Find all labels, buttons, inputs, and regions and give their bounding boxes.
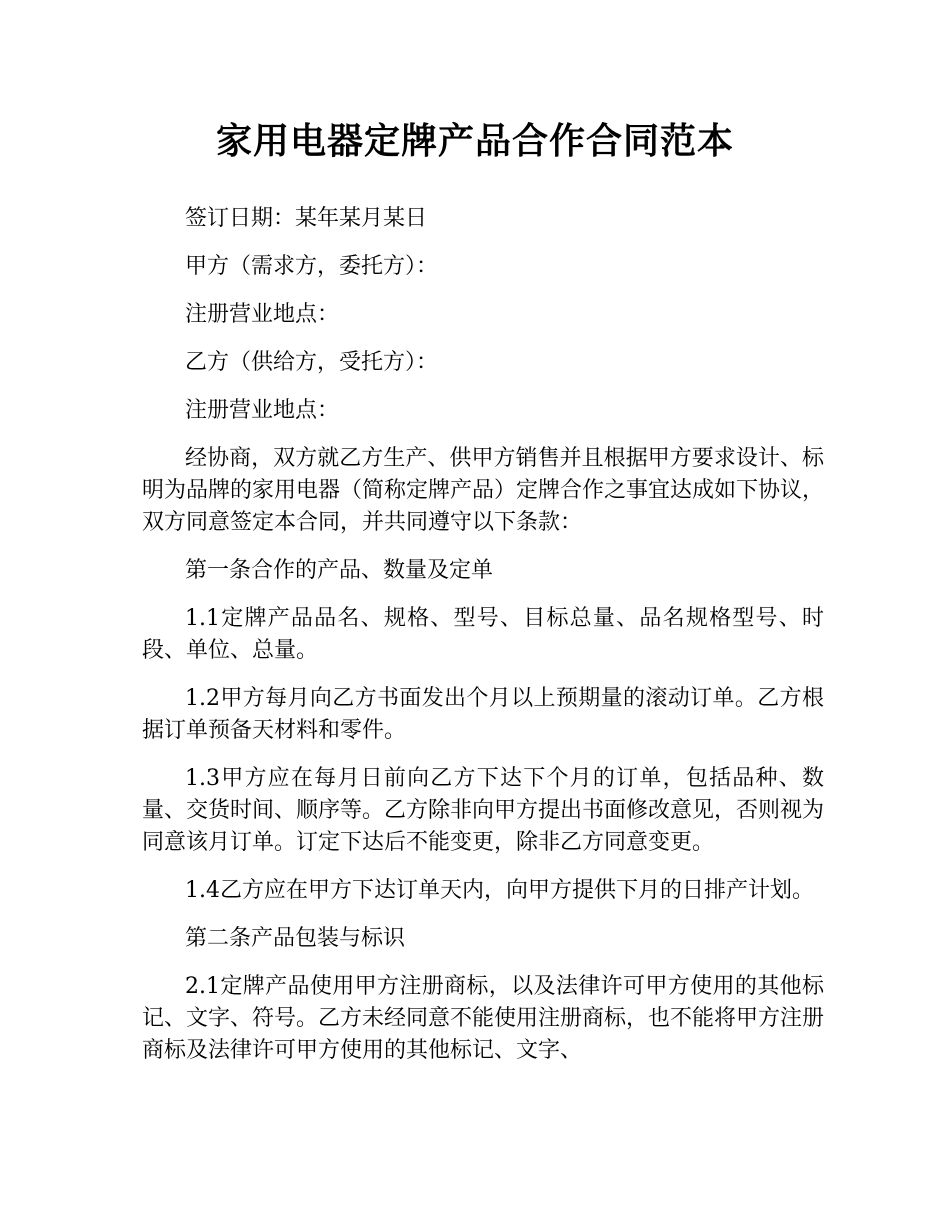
clause-1-1: 1.1定牌产品品名、规格、型号、目标总量、品名规格型号、时段、单位、总量。	[142, 606, 824, 663]
party-b-address: 注册营业地点：	[185, 398, 340, 423]
clause-1-3: 1.3甲方应在每月日前向乙方下达下个月的订单，包括品种、数量、交货时间、顺序等。乙方除非向甲方提出书面修改意见，否则视为同意该月订单。订定下达后不能变更，除非乙方同意变更。	[142, 766, 825, 855]
clause-1-2: 1.2甲方每月向乙方书面发出个月以上预期量的滚动订单。乙方根据订单预备天材料和零件。	[142, 686, 824, 743]
clause-1-4: 1.4乙方应在甲方下达订单天内，向甲方提供下月的日排产计划。	[185, 878, 814, 903]
party-a-address: 注册营业地点：	[185, 302, 340, 327]
article-2-heading: 第二条产品包装与标识	[185, 926, 406, 951]
article-1-heading: 第一条合作的产品、数量及定单	[185, 558, 494, 583]
party-a-line: 甲方（需求方，委托方）：	[185, 254, 439, 279]
document-title: 家用电器定牌产品合作合同范本	[215, 121, 734, 162]
signing-date: 签订日期：某年某月某日	[185, 206, 428, 231]
clause-2-1: 2.1定牌产品使用甲方注册商标，以及法律许可甲方使用的其他标记、文字、符号。乙方未经同意不能使用注册商标，也不能将甲方注册商标及法律许可甲方使用的其他标记、文字、	[142, 974, 825, 1063]
party-b-line: 乙方（供给方，受托方）：	[185, 350, 439, 375]
preamble-paragraph: 经协商，双方就乙方生产、供甲方销售并且根据甲方要求设计、标明为品牌的家用电器（简称定牌产品）定牌合作之事宜达成如下协议，双方同意签定本合同，并共同遵守以下条款：	[142, 446, 825, 535]
document-body	[142, 203, 824, 1083]
